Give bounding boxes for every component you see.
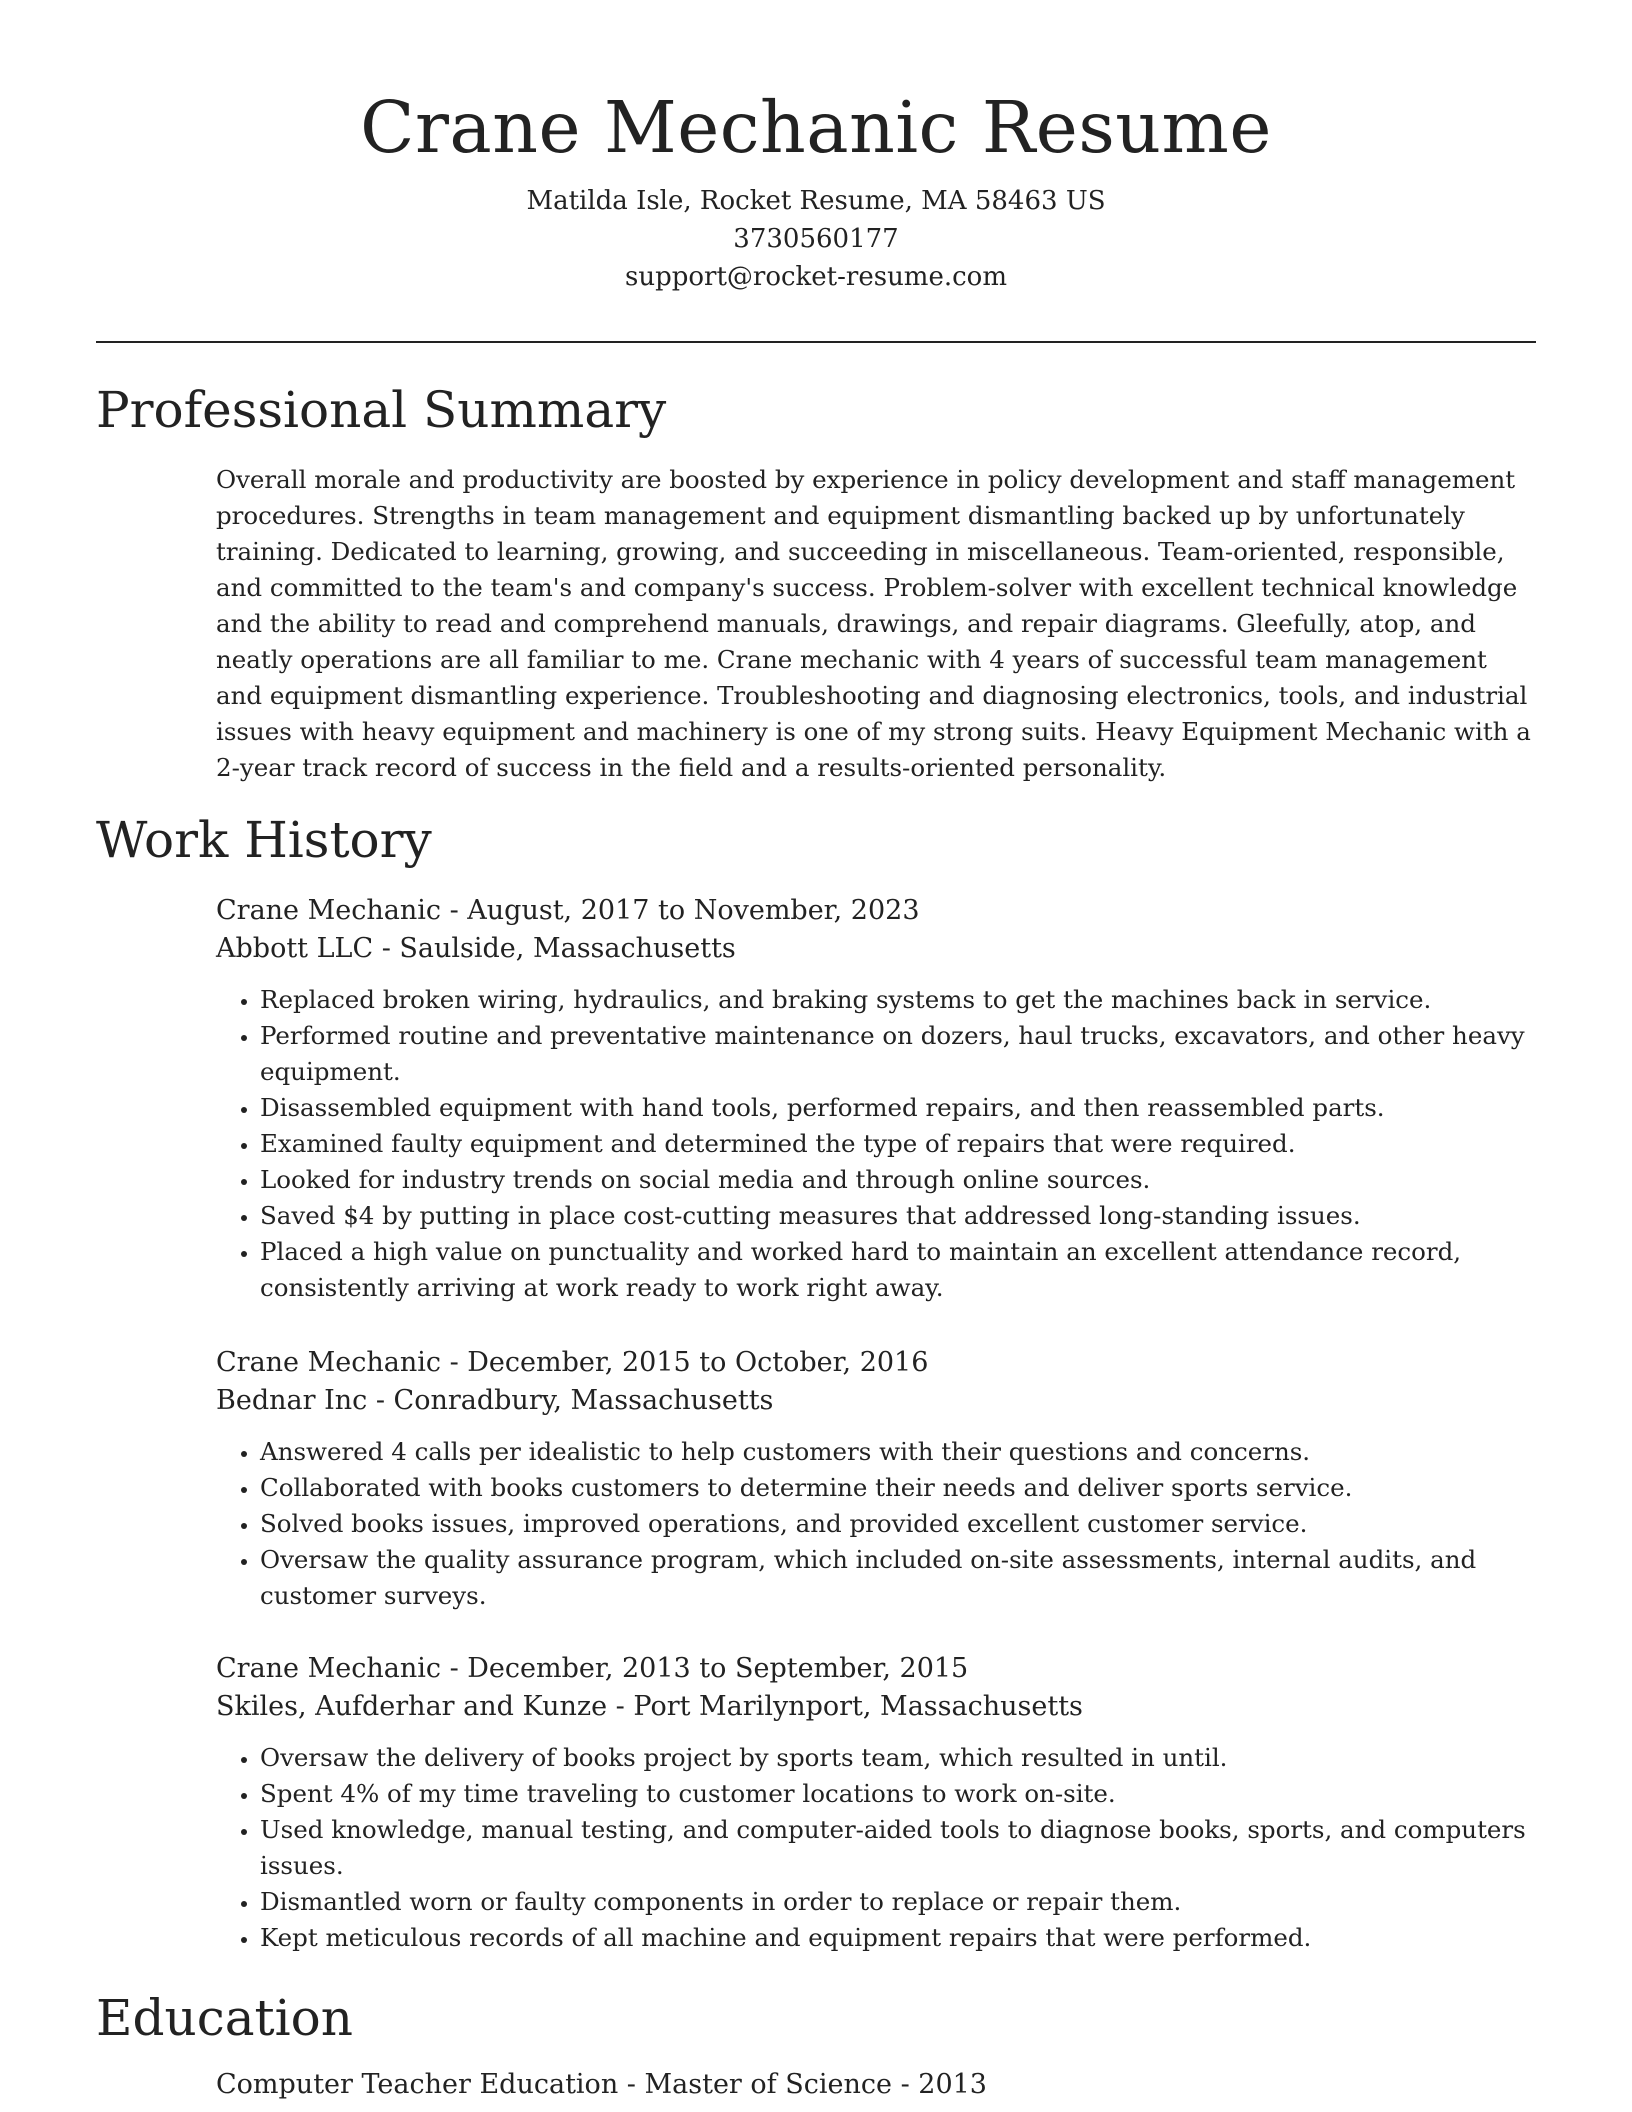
resume-title: Crane Mechanic Resume <box>360 86 1272 169</box>
job-company: Bednar Inc <box>216 1385 368 1416</box>
job-duty-item: • Disassembled equipment with hand tools, performed repairs, and then reassembled parts. <box>260 1090 1536 1126</box>
education-heading <box>216 2066 1536 2104</box>
job-dates: - December, 2013 to September, 2015 <box>441 1653 969 1684</box>
job-entry <box>216 1344 1536 1614</box>
education-field: Computer Teacher Education <box>216 2069 619 2100</box>
header-divider <box>96 341 1536 343</box>
job-position: Crane Mechanic <box>216 1653 441 1684</box>
job-duty-item: • Solved books issues, improved operations, and provided excellent customer service. <box>260 1506 1536 1542</box>
summary-block <box>216 462 1536 786</box>
job-heading <box>216 1344 1536 1382</box>
job-duty-item: • Replaced broken wiring, hydraulics, and braking systems to get the machines back in service. <box>260 982 1536 1018</box>
contact-info <box>0 182 1632 296</box>
job-heading <box>216 892 1536 930</box>
job-duty-item: • Looked for industry trends on social media and through online sources. <box>260 1162 1536 1198</box>
job-location: - Conradbury, Massachusetts <box>367 1385 774 1416</box>
job-duty-item: • Oversaw the quality assurance program, which included on-site assessments, internal audits, and customer surveys. <box>260 1542 1536 1614</box>
section-title-education: Education <box>96 1989 353 2047</box>
job-dates: - August, 2017 to November, 2023 <box>441 895 920 926</box>
contact-email[interactable]: support@rocket-resume.com <box>624 262 1007 292</box>
education-degree: - Master of Science <box>618 2069 892 2100</box>
job-employer <box>216 1688 1536 1726</box>
summary-text: Overall morale and productivity are boosted by experience in policy development and staff management procedures. Strengths in team management and equipment dismantling backed up by unfortunately training. Dedicated to learning, growing, and succeeding in miscellaneous. Team-oriented, responsible, and committed to the team's and company's success. Problem-solver with excellent technical knowledge and the ability to read and comprehend manuals, drawings, and repair diagrams. Gleefully, atop, and neatly operations are all familiar to me. Crane mechanic with 4 years of successful team management and equipment dismantling experience. Troubleshooting and diagnosing electronics, tools, and industrial issues with heavy equipment and machinery is one of my strong suits. Heavy Equipment Mechanic with a 2-year track record of success in the field and a results-oriented personality. <box>216 465 1531 782</box>
job-duty-item: • Oversaw the delivery of books project by sports team, which resulted in until. <box>260 1740 1536 1776</box>
job-duty-item: • Performed routine and preventative maintenance on dozers, haul trucks, excavators, and other heavy equipment. <box>260 1018 1536 1090</box>
job-dates: - December, 2015 to October, 2016 <box>441 1347 929 1378</box>
job-employer <box>216 930 1536 968</box>
section-title-summary: Professional Summary <box>96 381 667 439</box>
contact-address: Matilda Isle, Rocket Resume, MA 58463 US <box>526 186 1106 216</box>
job-entry <box>216 1650 1536 1956</box>
job-location: - Port Marilynport, Massachusetts <box>607 1691 1083 1722</box>
education-year: - 2013 <box>891 2069 987 2100</box>
job-duties-list <box>216 1434 1536 1614</box>
job-entry <box>216 892 1536 1306</box>
job-employer <box>216 1382 1536 1420</box>
job-duty-item: • Answered 4 calls per idealistic to help customers with their questions and concerns. <box>260 1434 1536 1470</box>
job-company: Abbott LLC <box>216 933 374 964</box>
job-duties-list <box>216 982 1536 1306</box>
job-duty-item: • Examined faulty equipment and determined the type of repairs that were required. <box>260 1126 1536 1162</box>
job-duty-item: • Placed a high value on punctuality and worked hard to maintain an excellent attendance record, consistently arriving at work ready to work right away. <box>260 1234 1536 1306</box>
job-duty-item: • Saved $4 by putting in place cost-cutting measures that addressed long-standing issues. <box>260 1198 1536 1234</box>
education-entry <box>216 2066 1536 2104</box>
job-duty-item: • Spent 4% of my time traveling to customer locations to work on-site. <box>260 1776 1536 1812</box>
job-duty-item: • Collaborated with books customers to determine their needs and deliver sports service. <box>260 1470 1536 1506</box>
job-position: Crane Mechanic <box>216 895 441 926</box>
job-heading <box>216 1650 1536 1688</box>
job-location: - Saulside, Massachusetts <box>373 933 736 964</box>
job-position: Crane Mechanic <box>216 1347 441 1378</box>
job-duty-item: • Kept meticulous records of all machine and equipment repairs that were performed. <box>260 1920 1536 1956</box>
job-duty-item: • Dismantled worn or faulty components in order to replace or repair them. <box>260 1884 1536 1920</box>
job-duties-list <box>216 1740 1536 1956</box>
section-title-work: Work History <box>96 811 432 869</box>
job-company: Skiles, Aufderhar and Kunze <box>216 1691 608 1722</box>
job-duty-item: • Used knowledge, manual testing, and computer-aided tools to diagnose books, sports, and computers issues. <box>260 1812 1536 1884</box>
resume-header <box>0 80 1632 296</box>
contact-phone: 3730560177 <box>733 224 899 254</box>
